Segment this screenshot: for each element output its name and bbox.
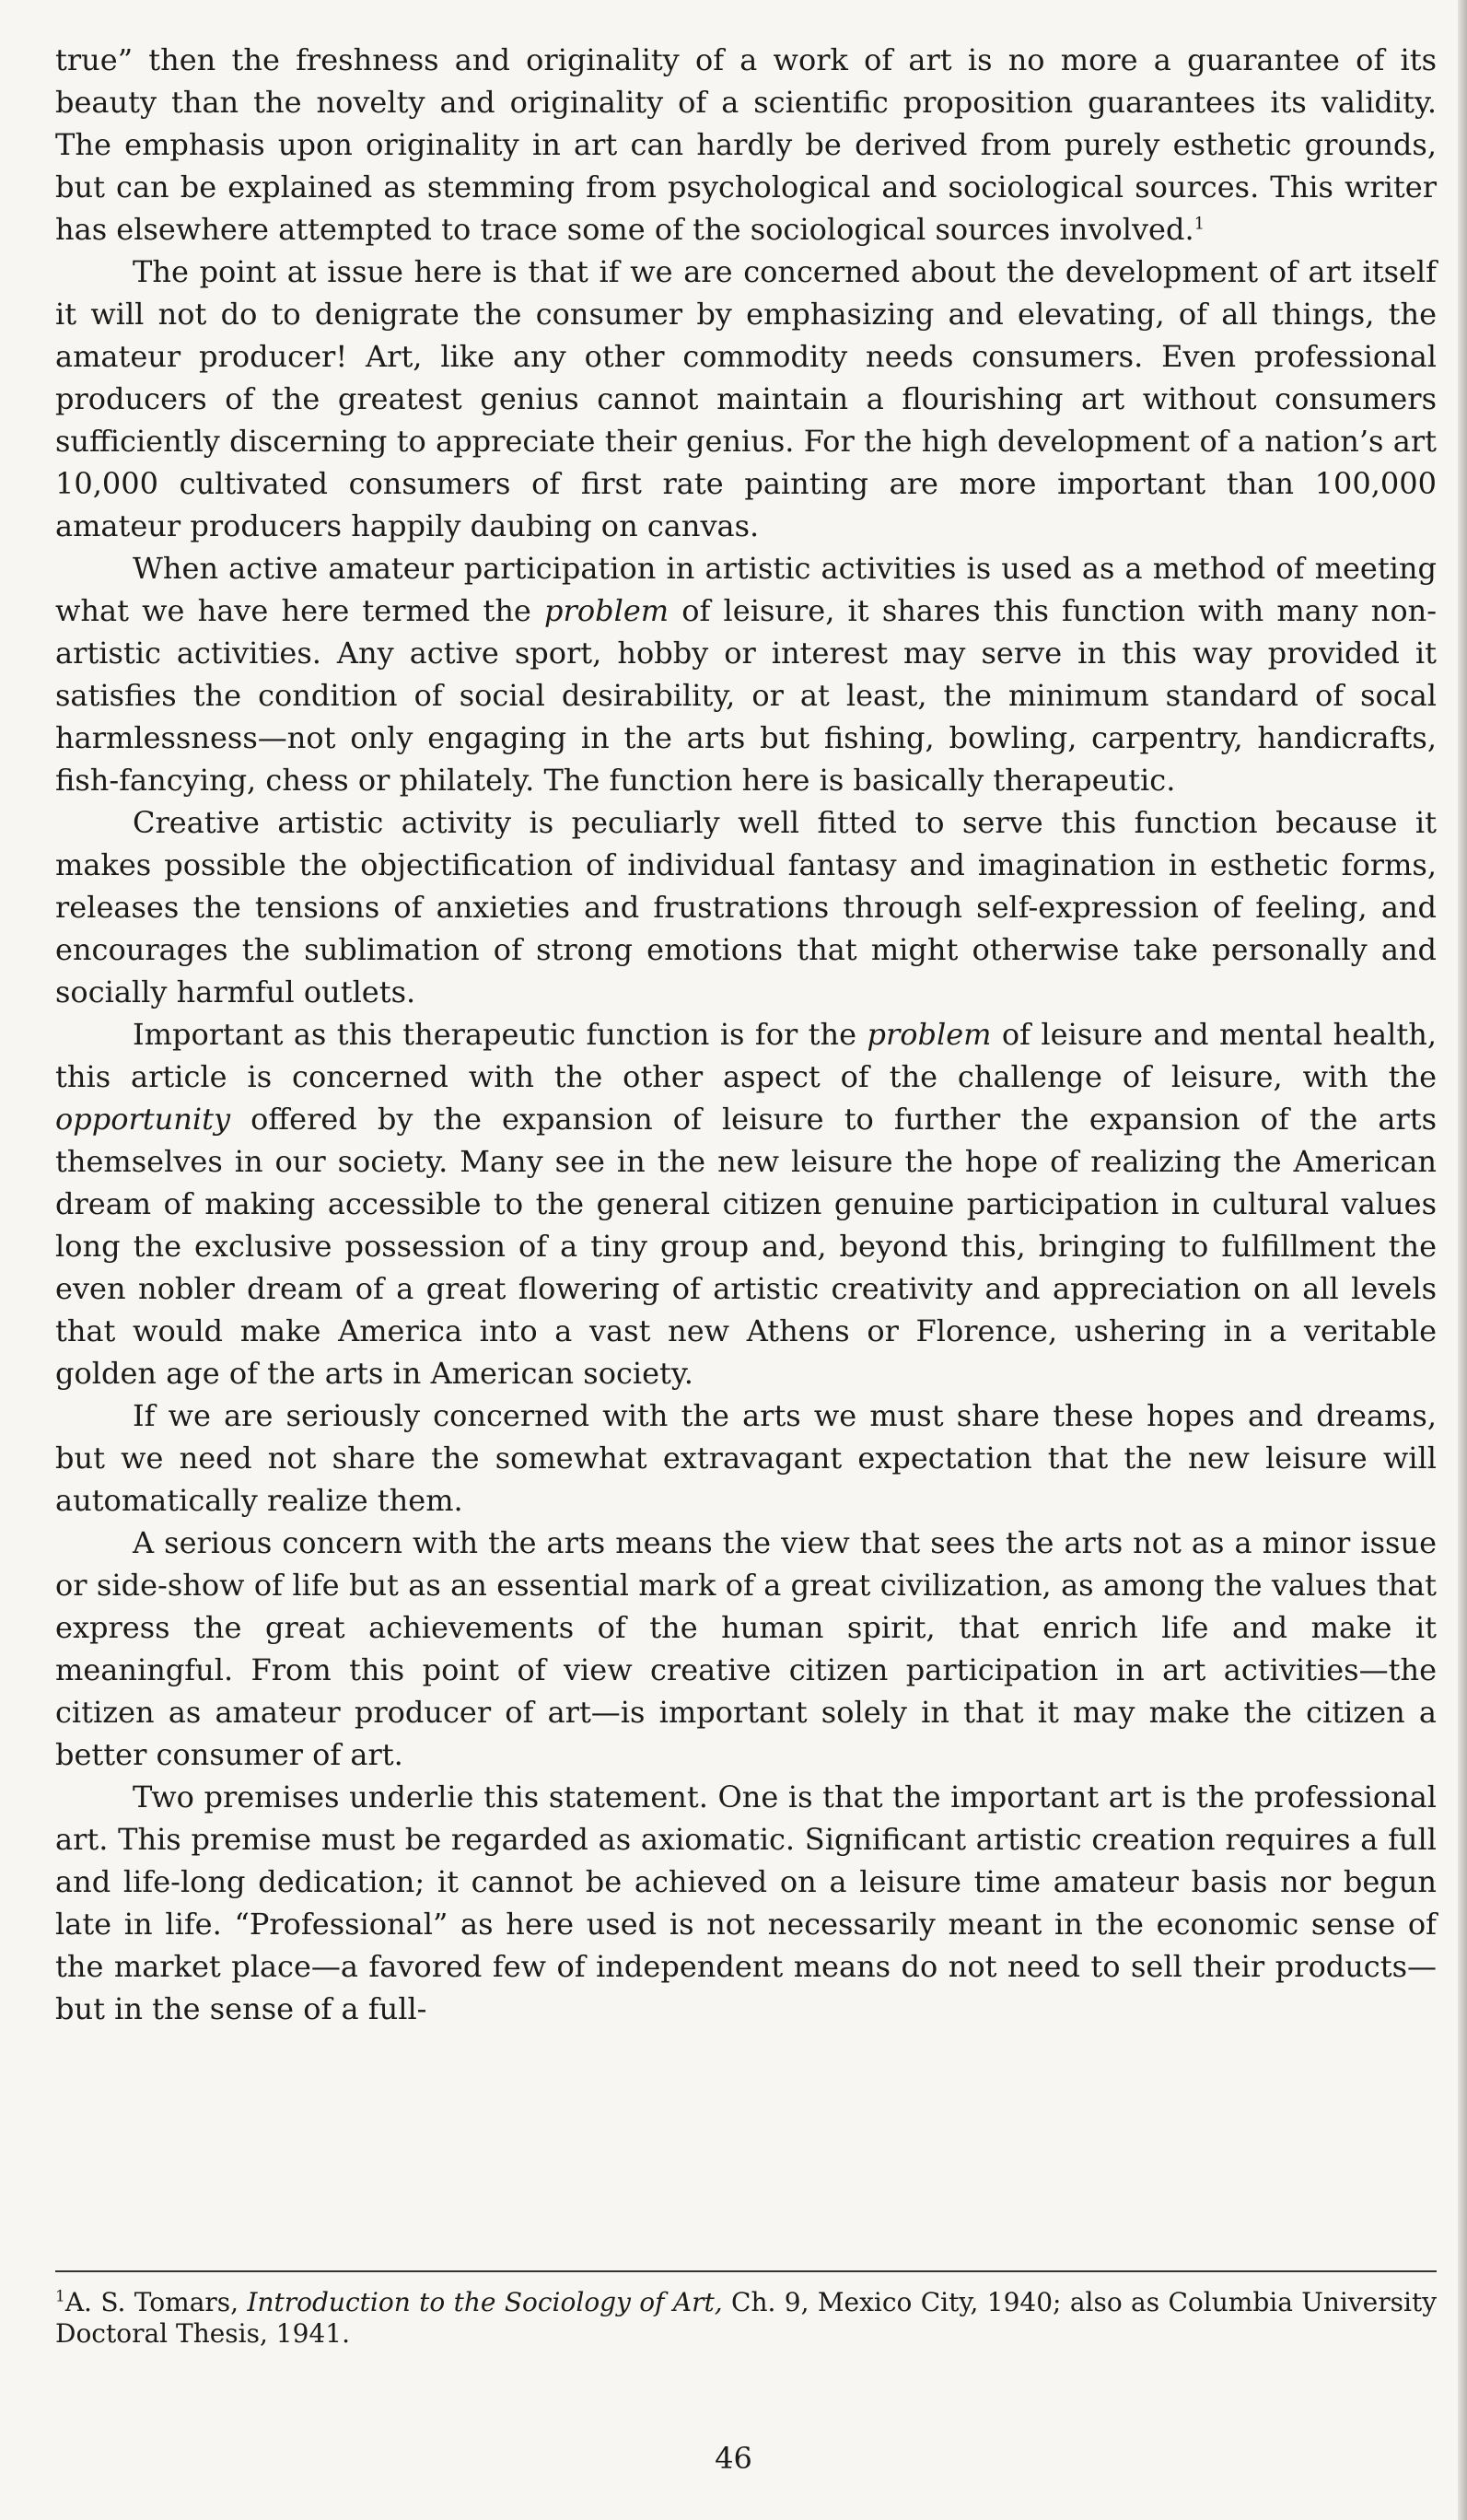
text-run: of leisure and mental health, this article is concerned with the other aspect of the challenge of leisure, with the	[55, 1017, 1438, 1094]
paragraph	[55, 1013, 1437, 1394]
text-run: The point at issue here is that if we are concerned about the development of art itself it will not do to denigrate the consumer by emphasizing and elevating, of all things, the amateur producer! Art, like any other commodity needs consumers. Even professional producers of the greatest genius cannot maintain a flourishing art without consumers sufficiently discerning to appreciate their genius. For the high development of a nation’s art 10,000 cultivated consumers of first rate painting are more important than 100,000 amateur producers happily daubing on canvas.	[55, 254, 1437, 543]
text-run: Important as this therapeutic function is for the	[133, 1017, 867, 1052]
text-run: A. S. Tomars,	[64, 2287, 248, 2317]
footnote-reference: 1	[1193, 214, 1205, 234]
paragraph	[55, 547, 1437, 801]
text-run: true” then the freshness and originality of a work of art is no more a guarantee of its beauty than the novelty and originality of a scientific proposition guarantees its validity. The emphasis upon originality in art can hardly be derived from purely esthetic grounds, but can be explained as stemming from psychological and sociological sources. This writer has elsewhere attempted to trace some of the sociological sources involved.	[55, 42, 1437, 247]
page-edge-shadow	[1458, 0, 1467, 2520]
footnote-rule	[55, 2270, 1437, 2272]
text-run: Creative artistic activity is peculiarly well fitted to serve this function because it makes possible the objectification of individual fantasy and imagination in esthetic forms, releases the tensions of anxieties and frustrations through self-expression of feeling, and encourages the sublimation of strong emotions that might otherwise take personally and socially harmful outlets.	[55, 805, 1437, 1009]
italic-text: opportunity	[55, 1102, 231, 1137]
text-run: of leisure, it shares this function with many non-artistic activities. Any active sport, hobby or interest may serve in this way provided it satisfies the condition of social desirability, or at least, the minimum standard of socal harmlessness—not only engaging in the arts but fishing, bowling, carpentry, handicrafts, fish-fancying, chess or philately. The function here is basically therapeutic.	[55, 593, 1438, 798]
text-run: When active amateur participation in artistic activities is used as a method of meeting what we have here termed the	[55, 551, 1437, 628]
paragraph	[55, 1776, 1437, 2030]
footnote-mark: 1	[55, 2287, 65, 2306]
page-number: 46	[715, 2441, 752, 2476]
text-run: A serious concern with the arts means the view that sees the arts not as a minor issue or side-show of life but as an essential mark of a great civilization, as among the values that express the great achievements of the human spirit, that enrich life and make it meaningful. From this point of view creative citizen participation in art activities—the citizen as amateur producer of art—is important solely in that it may make the citizen a better consumer of art.	[55, 1525, 1437, 1772]
text-run: Two premises underlie this statement. One is that the important art is the professional art. This premise must be regarded as axiomatic. Significant artistic creation requires a full and life-long dedication; it cannot be achieved on a leisure time amateur basis nor begun late in life. “Professional” as here used is not necessarily meant in the economic sense of the market place—a favored few of independent means do not need to sell their products—but in the sense of a full-	[55, 1779, 1437, 2026]
italic-text: Introduction to the Sociology of Art,	[247, 2287, 723, 2317]
paragraph	[55, 1522, 1437, 1776]
footnote	[55, 2287, 1437, 2350]
text-run: offered by the expansion of leisure to further the expansion of the arts themselves in our society. Many see in the new leisure the hope of realizing the American dream of making accessible to the general citizen genuine participation in cultural values long the exclusive possession of a tiny group and, beyond this, bringing to fulfillment the even nobler dream of a great flowering of artistic creativity and appreciation on all levels that would make America into a vast new Athens or Florence, ushering in a veritable golden age of the arts in American society.	[55, 1102, 1437, 1391]
article-body	[55, 39, 1437, 2030]
paragraph	[55, 1394, 1437, 1522]
italic-text: problem	[867, 1017, 992, 1052]
paragraph	[55, 39, 1437, 251]
text-run: Ch. 9, Mexico City, 1940; also as Columbia University Doctoral Thesis, 1941.	[55, 2287, 1438, 2349]
paragraph	[55, 251, 1437, 547]
paragraph	[55, 801, 1437, 1013]
text-run: If we are seriously concerned with the arts we must share these hopes and dreams, but we need not share the somewhat extravagant expectation that the new leisure will automatically realize them.	[55, 1398, 1437, 1518]
italic-text: problem	[544, 593, 669, 628]
